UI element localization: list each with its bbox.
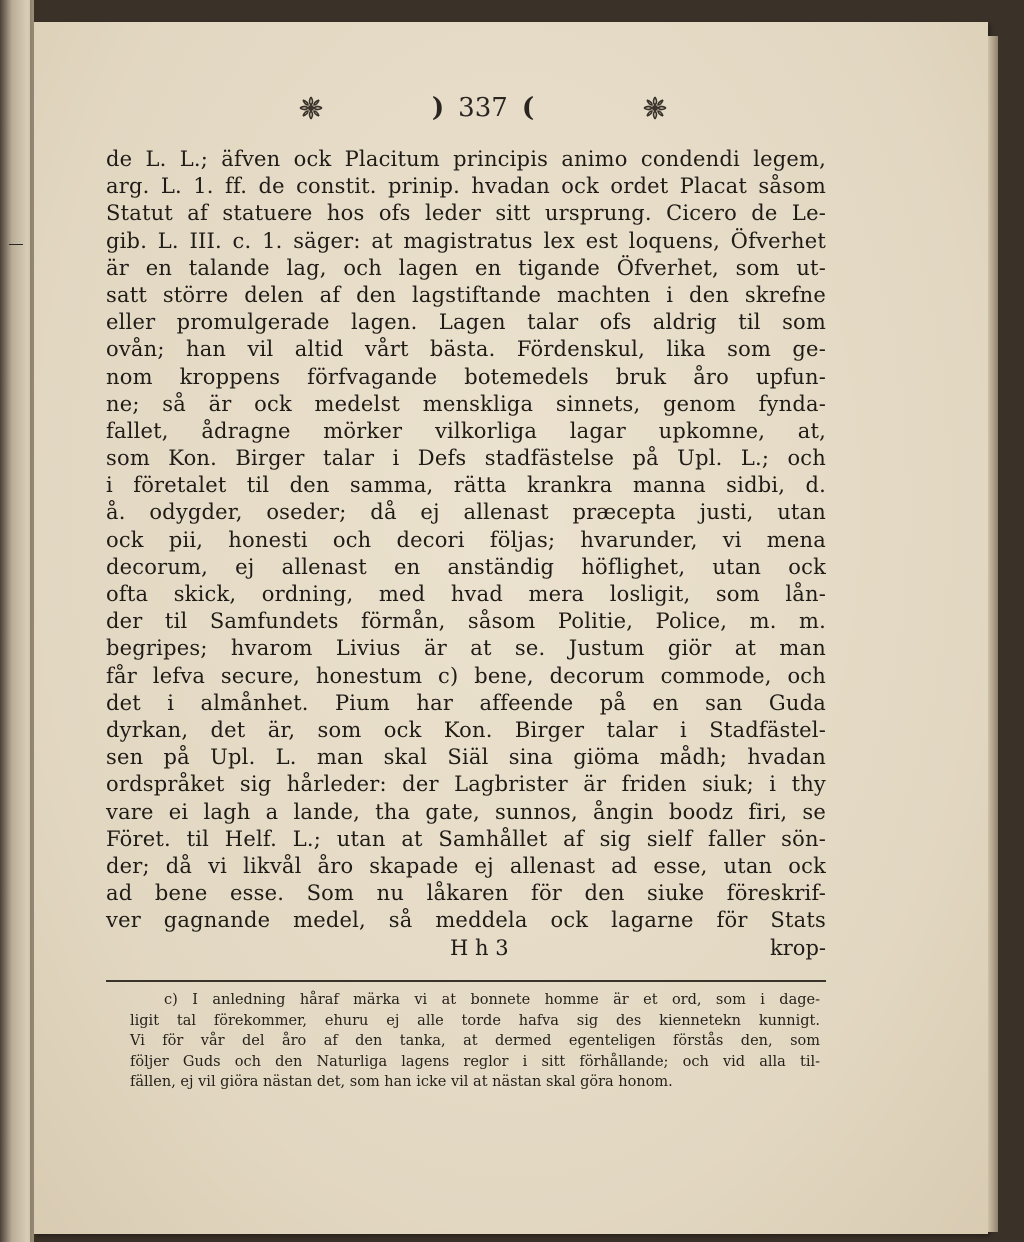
catchword: krop- xyxy=(770,936,826,960)
text-line: de L. L.; äfven ock Placitum principis animo condendi legem, xyxy=(106,147,826,171)
footnote-line: ligit tal förekommer, ehuru ej alle torde hafva sig des kiennetekn kunnigt. xyxy=(130,1012,820,1029)
text-line: satt större delen af den lagstiftande machten i den skrefne xyxy=(106,282,826,307)
text-line: som Kon. Birger talar i Defs stadfästelse på Upl. L.; och xyxy=(106,446,826,471)
text-line: Statut af statuere hos ofs leder sitt ursprung. Cicero de Le- xyxy=(106,201,826,226)
page-number-group xyxy=(432,93,534,123)
catchline xyxy=(106,936,826,963)
text-line: ock pii, honesti och decori följas; hvarunder, vi mena xyxy=(106,527,826,552)
margin-mark xyxy=(9,244,23,245)
text-line: vare ei lagh a lande, tha gate, sunnos, ångin boodz firi, se xyxy=(106,799,826,824)
text-line: arg. L. 1. ff. de constit. prinip. hvadan ock ordet Placat såsom xyxy=(106,174,826,199)
signature-mark: H h 3 xyxy=(450,936,509,960)
text-line: begripes; hvarom Livius är at se. Justum giör at man xyxy=(106,636,826,661)
footnote-rule xyxy=(106,980,826,982)
text-line: ne; så är ock medelst menskliga sinnets, genom fynda- xyxy=(106,391,826,416)
text-line: der til Samfundets förmån, såsom Politie, Police, m. m. xyxy=(106,609,826,634)
body-text xyxy=(106,146,826,934)
footnote-line: följer Guds och den Naturliga lagens reglor i sitt förhållande; och vid alla til- xyxy=(130,1053,820,1070)
text-line: ofta skick, ordning, med hvad mera losligit, som lån- xyxy=(106,582,826,606)
text-line: får lefva secure, honestum c) bene, decorum commode, och xyxy=(106,663,826,688)
text-line: der; då vi likvål åro skapade ej allenast ad esse, utan ock xyxy=(106,853,826,878)
right-ornament-icon xyxy=(642,95,668,121)
text-line: i företalet til den samma, rätta krankra manna sidbi, d. xyxy=(106,473,826,498)
text-line: ordspråket sig hårleder: der Lagbrister är friden siuk; i thy xyxy=(106,772,826,797)
right-paren: ( xyxy=(521,93,535,123)
text-line: det i almånhet. Pium har affeende på en san Guda xyxy=(106,690,826,715)
page-number: 337 xyxy=(458,93,508,123)
text-line: är en talande lag, och lagen en tigande Öfverhet, som ut- xyxy=(106,255,826,280)
footnote-line: fällen, ej vil giöra nästan det, som han icke vil at nästan skal göra honom. xyxy=(130,1074,673,1090)
text-line: sen på Upl. L. man skal Siäl sina giöma mådh; hvadan xyxy=(106,745,826,770)
footnote-line: Vi för vår del åro af den tanka, at dermed egenteligen förstås den, som xyxy=(130,1033,820,1049)
text-line: ad bene esse. Som nu låkaren för den siuke föreskrif- xyxy=(106,881,826,906)
text-line: gib. L. III. c. 1. säger: at magistratus lex est loquens, Öfverhet xyxy=(106,228,826,253)
running-header xyxy=(298,88,668,128)
text-line: ver gagnande medel, så meddela ock lagarne för Stats xyxy=(106,908,826,933)
footnote-line: c) I anledning håraf märka vi at bonnete homme är et ord, som i dage- xyxy=(164,992,820,1008)
text-line: nom kroppens förfvagande botemedels bruk åro upfun- xyxy=(106,364,826,389)
text-line: eller promulgerade lagen. Lagen talar ofs aldrig til som xyxy=(106,310,826,335)
footnote xyxy=(130,990,820,1093)
left-ornament-icon xyxy=(298,95,324,121)
page-fore-edge xyxy=(988,36,998,1232)
text-line: Föret. til Helf. L.; utan at Samhållet af sig sielf faller sön- xyxy=(106,826,826,851)
text-line: dyrkan, det är, som ock Kon. Birger talar i Stadfästel- xyxy=(106,717,826,742)
left-paren: ) xyxy=(431,93,445,123)
text-line: fallet, ådragne mörker vilkorliga lagar upkomne, at, xyxy=(106,418,826,443)
text-line: ovån; han vil altid vårt bästa. Fördenskul, lika som ge- xyxy=(106,337,826,362)
left-page-edge xyxy=(0,0,34,1242)
text-line: å. odygder, oseder; då ej allenast præcepta justi, utan xyxy=(106,500,826,525)
text-line: decorum, ej allenast en anständig höflighet, utan ock xyxy=(106,554,826,579)
